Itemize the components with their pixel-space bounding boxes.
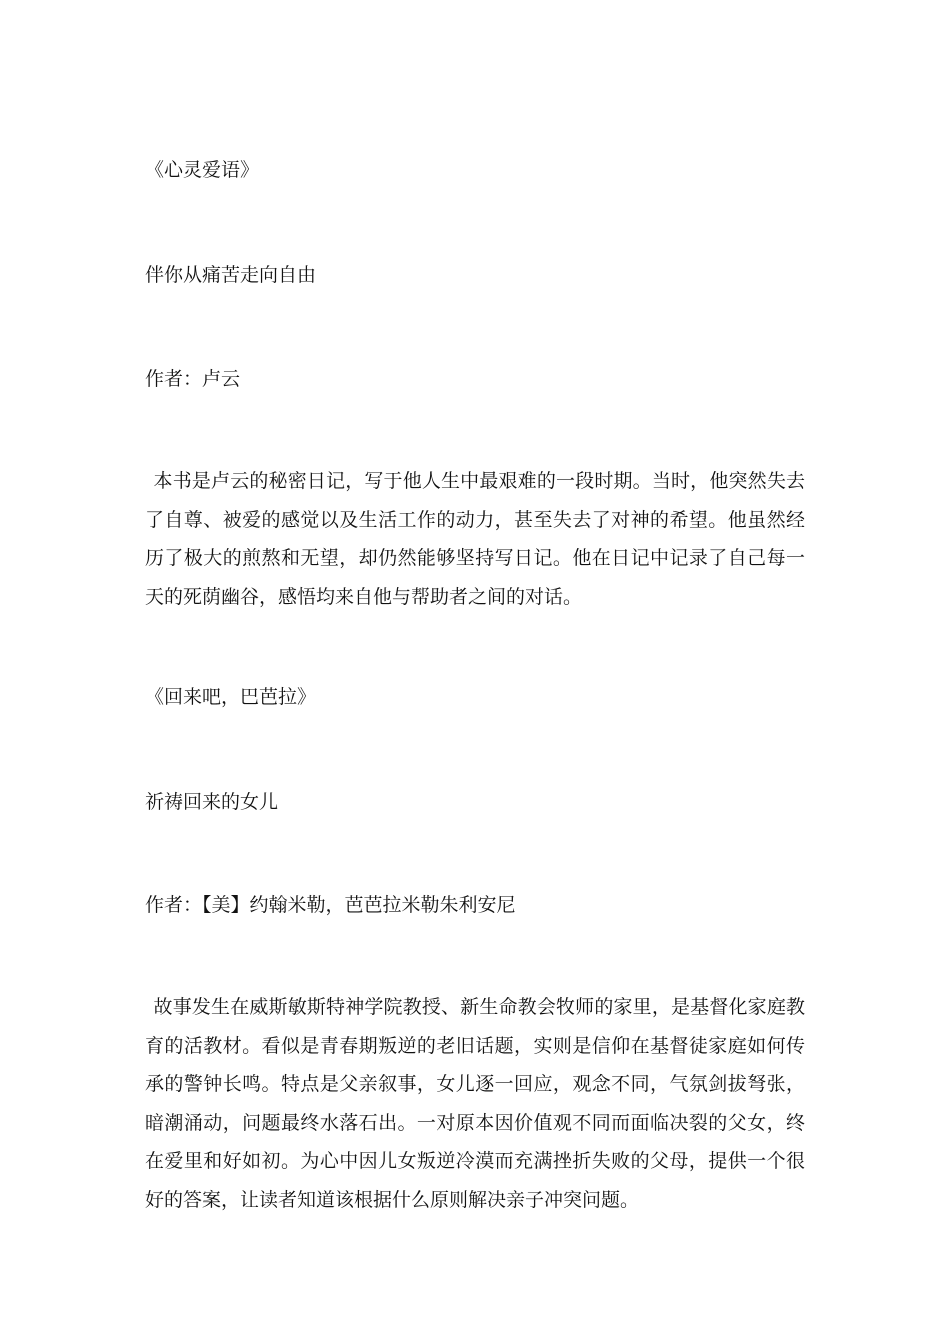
book-author: 作者：卢云	[145, 368, 241, 390]
book-description: 本书是卢云的秘密日记，写于他人生中最艰难的一段时期。当时，他突然失去了自尊、被爱的感觉以及生活工作的动力，甚至失去了对神的希望。他虽然经历了极大的煎熬和无望，却仍然能够坚持写日记。他在日记中记录了自己每一天的死荫幽谷，感悟均来自他与帮助者之间的对话。	[145, 470, 805, 608]
book-subtitle: 伴你从痛苦走向自由	[145, 264, 317, 286]
book-author: 作者：【美】约翰米勒，芭芭拉米勒朱利安尼	[145, 894, 516, 916]
book-title: 《心灵爱语》	[145, 159, 260, 181]
book-title: 《回来吧，巴芭拉》	[145, 686, 317, 708]
book-subtitle: 祈祷回来的女儿	[145, 791, 279, 813]
book-description: 故事发生在威斯敏斯特神学院教授、新生命教会牧师的家里，是基督化家庭教育的活教材。看似是青春期叛逆的老旧话题，实则是信仰在基督徒家庭如何传承的警钟长鸣。特点是父亲叙事，女儿逐一回应，观念不同，气氛剑拔弩张，暗潮涌动，问题最终水落石出。一对原本因价值观不同而面临决裂的父女，终在爱里和好如初。为心中因儿女叛逆冷漠而充满挫折失败的父母，提供一个很好的答案，让读者知道该根据什么原则解决亲子冲突问题。	[145, 996, 805, 1211]
